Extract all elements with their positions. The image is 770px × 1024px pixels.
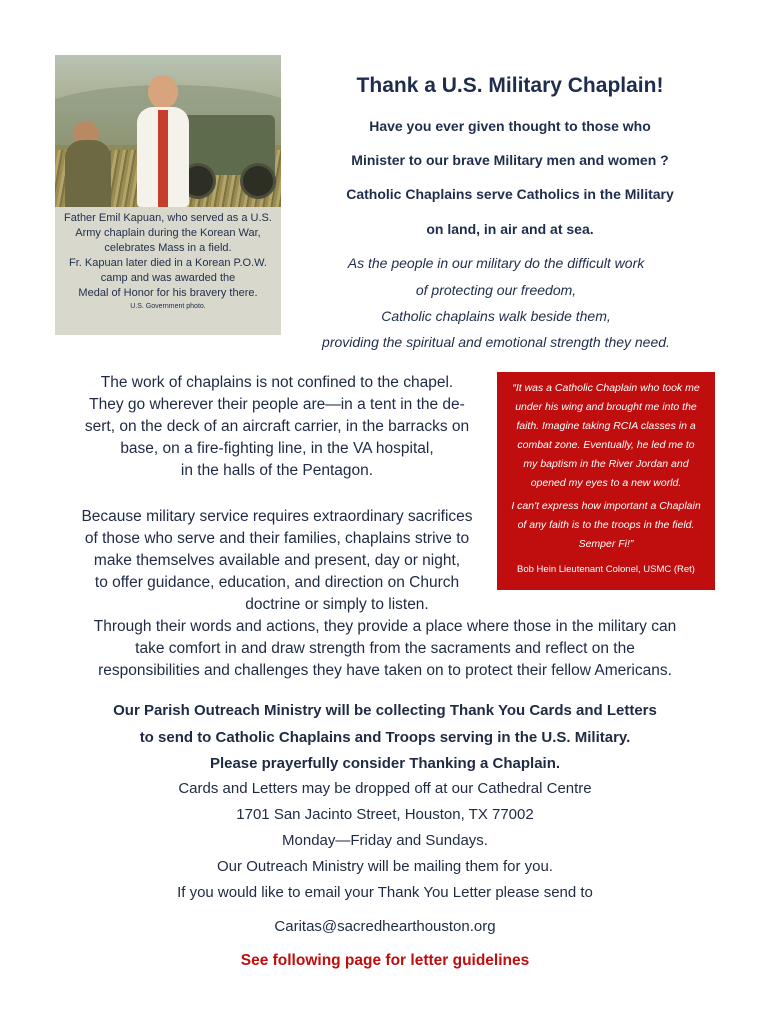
quote-line: opened my eyes to a new world.: [530, 477, 682, 489]
body-line: Because military service requires extraordinary sacrifices: [81, 508, 473, 525]
body-line: make themselves available and present, day or night,: [93, 552, 461, 569]
body-line: sert, on the deck of an aircraft carrier, in the barracks on: [84, 418, 470, 435]
testimonial-quote: [497, 372, 715, 590]
paragraph-comfort: [20, 616, 750, 682]
caption-line: Medal of Honor for his bravery there.: [78, 287, 258, 299]
caption-line: camp and was awarded the: [100, 272, 236, 284]
italic-line: As the people in our military do the difficult work: [347, 255, 645, 271]
quote-line: Semper Fi!”: [578, 538, 634, 550]
italic-line: providing the spiritual and emotional strength they need.: [322, 334, 670, 350]
body-line: doctrine or simply to listen.: [245, 596, 429, 613]
letter-guidelines-note: See following page for letter guidelines: [240, 952, 530, 969]
email-line: [0, 918, 770, 935]
body-line: take comfort in and draw strength from the sacraments and reflect on the: [135, 640, 635, 657]
body-line: The work of chaplains is not confined to the chapel.: [100, 374, 454, 391]
outreach-headline: Please prayerfully consider Thanking a Chaplain.: [209, 755, 561, 772]
outreach-line: If you would like to email your Thank You Letter please send to: [177, 884, 593, 901]
intro-line: Catholic Chaplains serve Catholics in the Military: [346, 186, 674, 202]
quote-line: I can't express how important a Chaplain: [511, 500, 701, 512]
body-line: base, on a fire-fighting line, in the VA hospital,: [120, 440, 434, 457]
quote-line: of any faith is to the troops in the field.: [517, 519, 695, 531]
quote-line: faith. Imagine taking RCIA classes in a: [516, 420, 696, 432]
caption-line: Father Emil Kapuan, who served as a U.S.: [64, 212, 272, 224]
quote-line: combat zone. Eventually, he led me to: [517, 439, 695, 451]
outreach-headline: Our Parish Outreach Ministry will be collecting Thank You Cards and Letters: [113, 702, 657, 719]
body-line: to offer guidance, education, and direction on Church: [94, 574, 460, 591]
quote-line: “It was a Catholic Chaplain who took me: [512, 382, 700, 394]
outreach-hours: Monday—Friday and Sundays.: [282, 832, 488, 849]
caption-line: celebrates Mass in a field.: [104, 242, 232, 254]
intro-line: Have you ever given thought to those who: [369, 118, 651, 134]
quote-line: my baptism in the River Jordan and: [523, 458, 689, 470]
paragraph-chaplain-work: [62, 372, 492, 482]
body-line: of those who serve and their families, chaplains strive to: [84, 530, 470, 547]
italic-line: of protecting our freedom,: [415, 282, 577, 298]
paragraph-sacrifices: [62, 506, 492, 616]
outreach-line: Cards and Letters may be dropped off at our Cathedral Centre: [178, 780, 592, 797]
intro-line: on land, in air and at sea.: [426, 221, 594, 237]
page-title: Thank a U.S. Military Chaplain!: [356, 74, 664, 97]
body-line: responsibilities and challenges they have taken on to protect their fellow Americans.: [98, 662, 672, 679]
body-line: in the halls of the Pentagon.: [180, 462, 374, 479]
intro-line: Minister to our brave Military men and women ?: [351, 152, 669, 168]
body-line: Through their words and actions, they provide a place where those in the military can: [93, 618, 677, 635]
caption-line: Fr. Kapuan later died in a Korean P.O.W.: [69, 257, 267, 269]
quote-line: under his wing and brought me into the: [515, 401, 697, 413]
caption-line: Army chaplain during the Korean War,: [75, 227, 261, 239]
chaplain-photo: [55, 55, 281, 207]
outreach-line: Our Outreach Ministry will be mailing them for you.: [217, 858, 553, 875]
photo-credit: U.S. Government photo.: [130, 303, 206, 310]
quote-attribution: Bob Hein Lieutenant Colonel, USMC (Ret): [517, 564, 695, 575]
italic-line: Catholic chaplains walk beside them,: [381, 308, 611, 324]
outreach-headline: to send to Catholic Chaplains and Troops serving in the U.S. Military.: [139, 729, 631, 746]
body-line: They go wherever their people are—in a tent in the de-: [89, 396, 465, 413]
outreach-address: 1701 San Jacinto Street, Houston, TX 77002: [236, 806, 534, 823]
email-link[interactable]: Caritas@sacredhearthouston.org: [274, 918, 496, 935]
